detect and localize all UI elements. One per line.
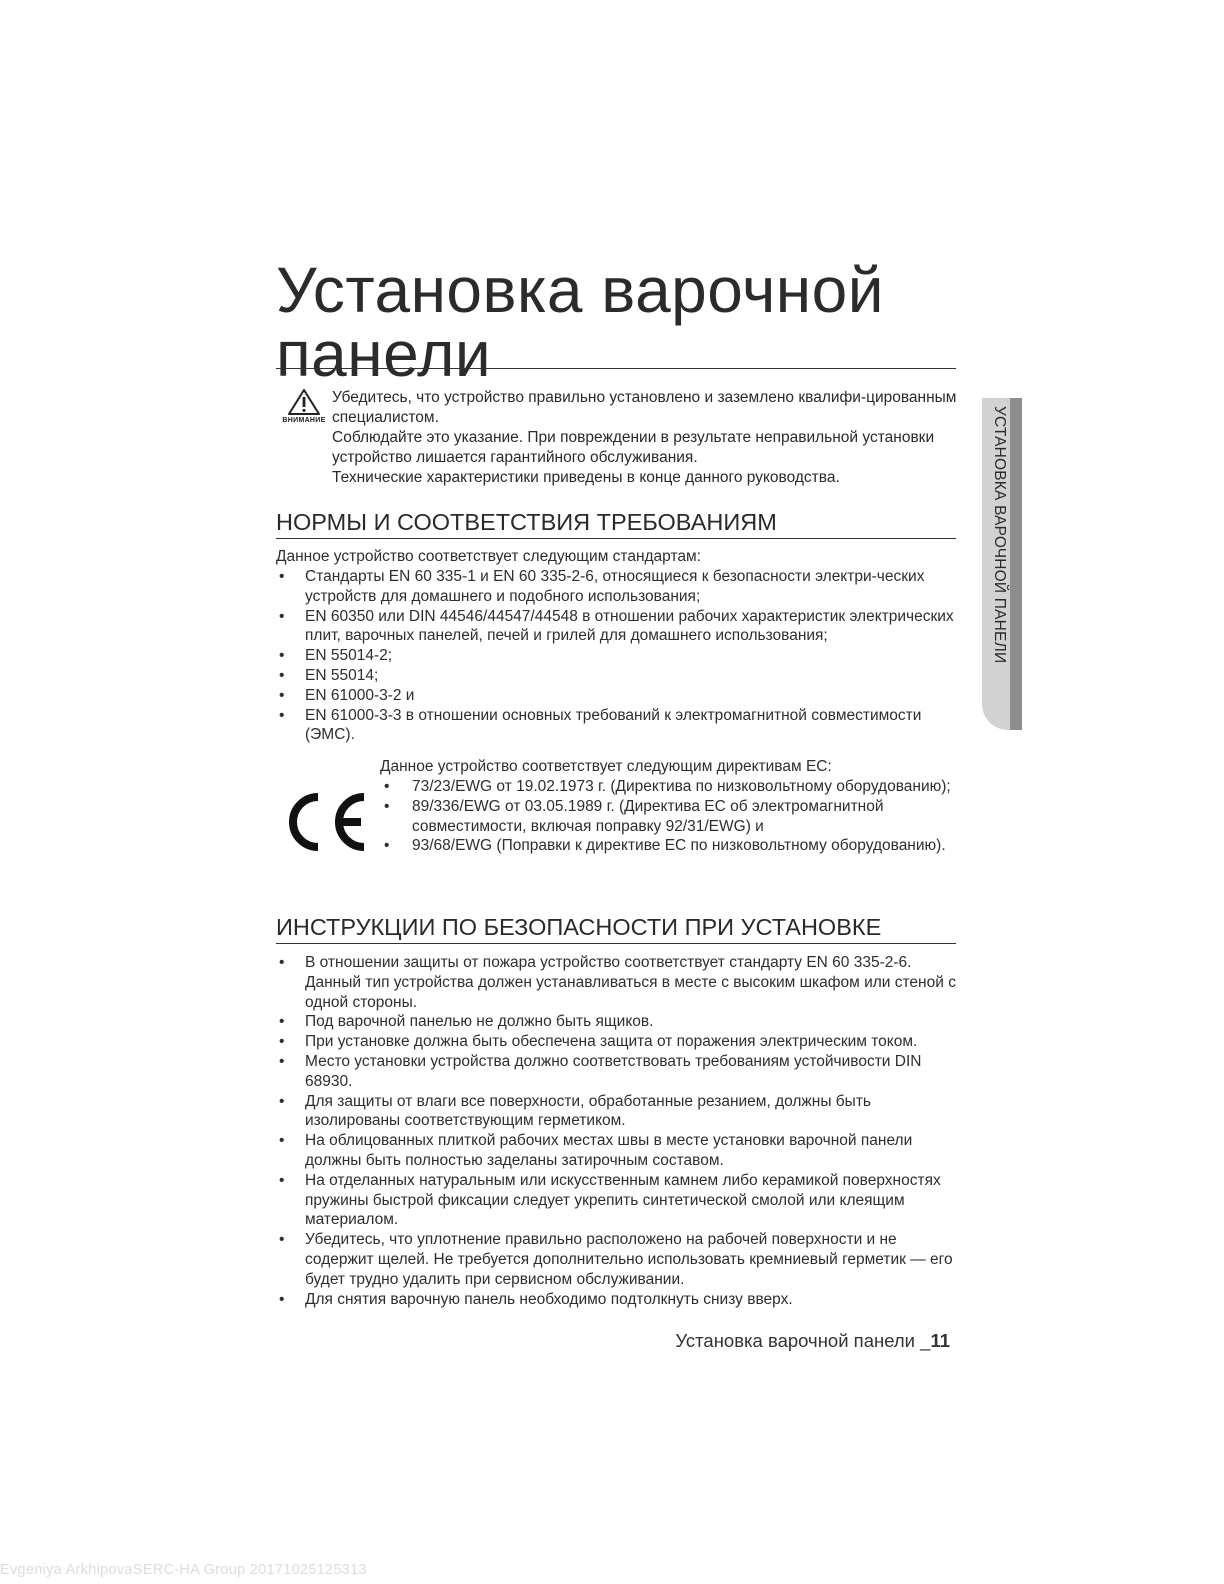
directives-list <box>380 777 960 856</box>
warning-triangle-icon <box>287 388 321 416</box>
list-item <box>276 1032 966 1052</box>
bullet-icon: • <box>279 607 285 625</box>
list-item-text: EN 55014; <box>305 666 379 684</box>
bullet-icon: • <box>279 1132 285 1150</box>
list-item <box>276 1171 966 1230</box>
list-item-text: EN 61000-3-2 и <box>305 686 415 704</box>
list-item-text: EN 60350 или DIN 44546/44547/44548 в отношении рабочих характеристик электрических плит, варочных панелей, печей и грилей для домашнего использования; <box>305 607 954 645</box>
list-item-text: Под варочной панелью не должно быть ящиков. <box>305 1013 654 1031</box>
list-item-text: Убедитесь, что уплотнение правильно расположено на рабочей поверхности и не содержит щелей. Не требуется дополнительно использовать кремниевый герметик — его будет трудно удалить при сервисном обслуживании. <box>305 1231 953 1288</box>
bullet-icon: • <box>279 954 285 971</box>
bullet-icon: • <box>279 1171 285 1189</box>
list-item-text: Место установки устройства должно соответствовать требованиям устойчивости DIN 68930. <box>305 1052 922 1090</box>
caution-text <box>332 388 962 488</box>
list-item <box>276 646 966 666</box>
safety-list <box>276 953 966 1309</box>
list-item <box>276 567 966 607</box>
bullet-icon: • <box>279 1290 285 1308</box>
list-item-text: EN 61000-3-3 в отношении основных требований к электромагнитной совместимости (ЭМС). <box>305 706 922 744</box>
caution-line: Соблюдайте это указание. При повреждении в результате неправильной установки устройство лишается гарантийного обслуживания. <box>332 429 935 466</box>
bullet-icon: • <box>384 778 390 795</box>
list-item <box>380 836 960 856</box>
bullet-icon: • <box>279 1231 285 1249</box>
bullet-icon: • <box>279 1052 285 1070</box>
list-item <box>276 686 966 706</box>
list-item <box>276 1052 966 1092</box>
caution-label: ВНИМАНИЕ <box>282 417 326 424</box>
list-item-text: 93/68/EWG (Поправки к директиве ЕС по низковольтному оборудованию). <box>412 837 946 855</box>
list-item-text: В отношении защиты от пожара устройство соответствует стандарту EN 60 335-2-6. Данный тип устройства должен устанавливаться в месте с высоким шкафом или стеной с одной стороны. <box>305 954 956 1011</box>
section-side-tab <box>982 398 1022 730</box>
list-item-text: На облицованных плиткой рабочих местах швы в месте установки варочной панели должны быть полностью заделаны затирочным составом. <box>305 1132 913 1169</box>
list-item <box>276 1230 966 1289</box>
list-item-text: Стандарты EN 60 335-1 и EN 60 335-2-6, относящиеся к безопасности электри-ческих устройств для домашнего и подобного использования; <box>305 568 925 605</box>
list-item <box>276 1290 966 1310</box>
list-item <box>380 797 960 837</box>
list-item-text: Для снятия варочную панель необходимо подтолкнуть снизу вверх. <box>305 1290 793 1308</box>
bullet-icon: • <box>279 1092 285 1110</box>
list-item <box>276 706 966 746</box>
standards-heading: НОРМЫ И СООТВЕТСТВИЯ ТРЕБОВАНИЯМ <box>276 508 956 539</box>
standards-intro: Данное устройство соответствует следующим стандартам: <box>276 548 701 565</box>
ce-directives-block <box>276 757 966 897</box>
bullet-icon: • <box>279 568 285 585</box>
list-item-text: 73/23/EWG от 19.02.1973 г. (Директива по низковольтному оборудованию); <box>412 778 951 795</box>
list-item <box>380 777 960 797</box>
list-item-text: 89/336/EWG от 03.05.1989 г. (Директива ЕС об электромагнитной совместимости, включая поправку 92/31/EWG) и <box>412 797 884 835</box>
bullet-icon: • <box>279 1013 285 1031</box>
list-item <box>276 1131 966 1171</box>
list-item-text: При установке должна быть обеспечена защита от поражения электрическим током. <box>305 1033 918 1051</box>
page-footer <box>675 1330 950 1352</box>
footer-title: Установка варочной панели _ <box>675 1330 931 1351</box>
page-title: Установка варочной панели <box>276 254 884 390</box>
list-item-text: EN 55014-2; <box>305 647 393 665</box>
list-item <box>276 666 966 686</box>
bullet-icon: • <box>279 686 285 704</box>
caution-line: Убедитесь, что устройство правильно установлено и заземлено квалифи-цированным специалистом. <box>332 389 957 426</box>
bullet-icon: • <box>384 837 390 855</box>
directives-intro: Данное устройство соответствует следующим директивам ЕС: <box>380 758 832 775</box>
watermark: Evgeniya ArkhipovaSERC-HA Group 20171025125313 <box>0 1562 367 1578</box>
title-divider <box>276 368 956 369</box>
page-number: 11 <box>930 1330 950 1351</box>
bullet-icon: • <box>279 1033 285 1051</box>
list-item <box>276 953 966 1012</box>
side-tab-label: УСТАНОВКА ВАРОЧНОЙ ПАНЕЛИ <box>991 406 1008 664</box>
side-tab-bar <box>1010 398 1022 730</box>
caution-line: Технические характеристики приведены в конце данного руководства. <box>332 469 840 486</box>
bullet-icon: • <box>279 666 285 684</box>
list-item-text: На отделанных натуральным или искусственным камнем либо керамикой поверхностях пружины быстрой фиксации следует укрепить синтетической смолой или клеящим материалом. <box>305 1171 941 1229</box>
list-item <box>276 1012 966 1032</box>
bullet-icon: • <box>279 706 285 724</box>
list-item <box>276 1092 966 1132</box>
list-item-text: Для защиты от влаги все поверхности, обработанные резанием, должны быть изолированы соответствующим герметиком. <box>305 1092 871 1130</box>
standards-list <box>276 567 966 745</box>
safety-heading: ИНСТРУКЦИИ ПО БЕЗОПАСНОСТИ ПРИ УСТАНОВКЕ <box>276 913 956 944</box>
ce-mark-icon <box>282 787 372 857</box>
list-item <box>276 607 966 647</box>
bullet-icon: • <box>384 797 390 815</box>
bullet-icon: • <box>279 647 285 665</box>
caution-icon-group <box>276 388 332 424</box>
